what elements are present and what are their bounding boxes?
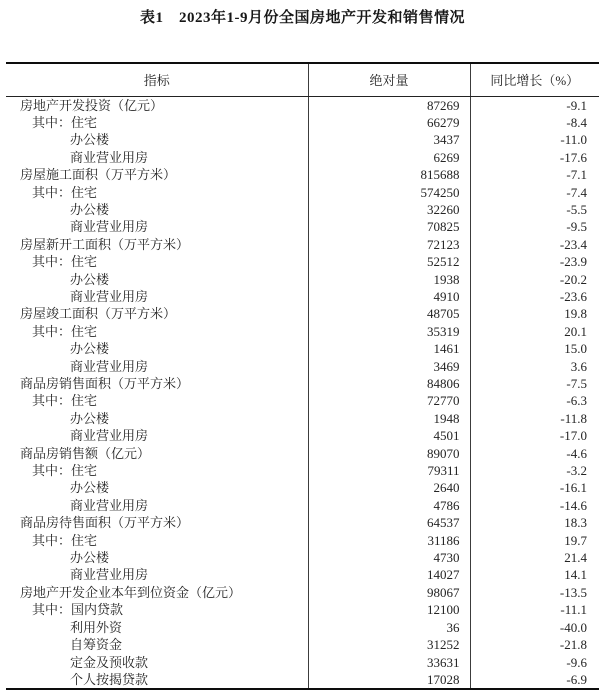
absolute-value-cell: 52512 xyxy=(308,253,470,270)
absolute-value-cell: 70825 xyxy=(308,218,470,235)
table-row xyxy=(6,288,599,305)
yoy-growth-cell: -9.6 xyxy=(470,654,599,671)
indicator-cell: 个人按揭贷款 xyxy=(70,671,149,687)
table-row xyxy=(6,410,599,427)
indicator-cell: 房屋施工面积（万平方米） xyxy=(20,167,177,183)
table-row xyxy=(6,96,599,114)
absolute-value-cell: 48705 xyxy=(308,305,470,322)
absolute-value-cell: 35319 xyxy=(308,323,470,340)
indicator-cell: 商品房待售面积（万平方米） xyxy=(20,515,190,531)
yoy-growth-cell: -6.9 xyxy=(470,671,599,689)
indicator-cell: 其中：住宅 xyxy=(32,254,98,270)
yoy-growth-cell: -7.4 xyxy=(470,184,599,201)
indicator-cell: 房屋新开工面积（万平方米） xyxy=(20,236,190,252)
table-row xyxy=(6,131,599,148)
table-row xyxy=(6,532,599,549)
yoy-growth-cell: 21.4 xyxy=(470,549,599,566)
table-row xyxy=(6,427,599,444)
table-row xyxy=(6,323,599,340)
yoy-growth-cell: 19.8 xyxy=(470,305,599,322)
indicator-cell: 定金及预收款 xyxy=(70,654,149,670)
indicator-cell: 商业营业用房 xyxy=(70,288,149,304)
absolute-value-cell: 87269 xyxy=(308,96,470,114)
indicator-cell: 商品房销售额（亿元） xyxy=(20,445,151,461)
table-row xyxy=(6,601,599,618)
yoy-growth-cell: 14.1 xyxy=(470,566,599,583)
absolute-value-cell: 72123 xyxy=(308,236,470,253)
table-row xyxy=(6,375,599,392)
yoy-growth-cell: -11.0 xyxy=(470,131,599,148)
absolute-value-cell: 1948 xyxy=(308,410,470,427)
indicator-cell: 办公楼 xyxy=(70,271,110,287)
yoy-growth-cell: -11.1 xyxy=(470,601,599,618)
absolute-value-cell: 6269 xyxy=(308,149,470,166)
indicator-cell: 商业营业用房 xyxy=(70,149,149,165)
absolute-value-cell: 574250 xyxy=(308,184,470,201)
absolute-value-cell: 89070 xyxy=(308,445,470,462)
yoy-growth-cell: -8.4 xyxy=(470,114,599,131)
indicator-cell: 办公楼 xyxy=(70,132,110,148)
table-row xyxy=(6,671,599,689)
absolute-value-cell: 36 xyxy=(308,619,470,636)
absolute-value-cell: 32260 xyxy=(308,201,470,218)
yoy-growth-cell: -7.5 xyxy=(470,375,599,392)
absolute-value-cell: 3437 xyxy=(308,131,470,148)
indicator-cell: 商业营业用房 xyxy=(70,497,149,513)
indicator-cell: 其中：住宅 xyxy=(32,463,98,479)
yoy-growth-cell: -20.2 xyxy=(470,271,599,288)
table-row xyxy=(6,497,599,514)
yoy-growth-cell: -21.8 xyxy=(470,636,599,653)
yoy-growth-cell: -40.0 xyxy=(470,619,599,636)
table-row xyxy=(6,514,599,531)
absolute-value-cell: 66279 xyxy=(308,114,470,131)
absolute-value-cell: 4501 xyxy=(308,427,470,444)
table-row xyxy=(6,271,599,288)
indicator-cell: 办公楼 xyxy=(70,341,110,357)
absolute-value-cell: 4910 xyxy=(308,288,470,305)
absolute-value-cell: 4730 xyxy=(308,549,470,566)
yoy-growth-cell: -23.6 xyxy=(470,288,599,305)
yoy-growth-cell: -6.3 xyxy=(470,392,599,409)
table-row xyxy=(6,654,599,671)
table-row xyxy=(6,462,599,479)
table-row xyxy=(6,340,599,357)
yoy-growth-cell: 15.0 xyxy=(470,340,599,357)
indicator-cell: 其中：住宅 xyxy=(32,393,98,409)
yoy-growth-cell: 3.6 xyxy=(470,358,599,375)
absolute-value-cell: 72770 xyxy=(308,392,470,409)
table-row xyxy=(6,114,599,131)
yoy-growth-cell: -7.1 xyxy=(470,166,599,183)
indicator-cell: 其中：住宅 xyxy=(32,114,98,130)
indicator-cell: 其中：住宅 xyxy=(32,323,98,339)
table-row xyxy=(6,619,599,636)
table-row xyxy=(6,392,599,409)
header-absolute-value: 绝对量 xyxy=(308,63,470,96)
yoy-growth-cell: -11.8 xyxy=(470,410,599,427)
indicator-cell: 其中：住宅 xyxy=(32,532,98,548)
table-title: 表1 2023年1-9月份全国房地产开发和销售情况 xyxy=(140,10,465,26)
indicator-cell: 商业营业用房 xyxy=(70,358,149,374)
yoy-growth-cell: -5.5 xyxy=(470,201,599,218)
statistics-table xyxy=(6,62,599,690)
yoy-growth-cell: -9.5 xyxy=(470,218,599,235)
absolute-value-cell: 3469 xyxy=(308,358,470,375)
table-row xyxy=(6,305,599,322)
indicator-cell: 办公楼 xyxy=(70,480,110,496)
absolute-value-cell: 4786 xyxy=(308,497,470,514)
yoy-growth-cell: -4.6 xyxy=(470,445,599,462)
absolute-value-cell: 98067 xyxy=(308,584,470,601)
table-row xyxy=(6,549,599,566)
absolute-value-cell: 815688 xyxy=(308,166,470,183)
yoy-growth-cell: -17.6 xyxy=(470,149,599,166)
absolute-value-cell: 33631 xyxy=(308,654,470,671)
absolute-value-cell: 14027 xyxy=(308,566,470,583)
yoy-growth-cell: 19.7 xyxy=(470,532,599,549)
absolute-value-cell: 1461 xyxy=(308,340,470,357)
table-row xyxy=(6,479,599,496)
yoy-growth-cell: -14.6 xyxy=(470,497,599,514)
indicator-cell: 房地产开发投资（亿元） xyxy=(20,97,164,113)
absolute-value-cell: 2640 xyxy=(308,479,470,496)
table-body xyxy=(6,96,599,689)
yoy-growth-cell: -13.5 xyxy=(470,584,599,601)
table-row xyxy=(6,566,599,583)
indicator-cell: 其中：住宅 xyxy=(32,184,98,200)
indicator-cell: 办公楼 xyxy=(70,410,110,426)
yoy-growth-cell: 20.1 xyxy=(470,323,599,340)
absolute-value-cell: 79311 xyxy=(308,462,470,479)
indicator-cell: 自筹资金 xyxy=(70,637,123,653)
indicator-cell: 商品房销售面积（万平方米） xyxy=(20,376,190,391)
indicator-cell: 商业营业用房 xyxy=(70,567,149,583)
yoy-growth-cell: 18.3 xyxy=(470,514,599,531)
table-row xyxy=(6,218,599,235)
table-row xyxy=(6,149,599,166)
absolute-value-cell: 31252 xyxy=(308,636,470,653)
absolute-value-cell: 12100 xyxy=(308,601,470,618)
yoy-growth-cell: -9.1 xyxy=(470,96,599,114)
indicator-cell: 其中：国内贷款 xyxy=(32,602,124,618)
indicator-cell: 商业营业用房 xyxy=(70,219,149,235)
table-row xyxy=(6,201,599,218)
absolute-value-cell: 31186 xyxy=(308,532,470,549)
yoy-growth-cell: -3.2 xyxy=(470,462,599,479)
indicator-cell: 房地产开发企业本年到位资金（亿元） xyxy=(20,584,242,600)
yoy-growth-cell: -23.9 xyxy=(470,253,599,270)
yoy-growth-cell: -16.1 xyxy=(470,479,599,496)
table-header-row xyxy=(6,63,599,96)
table-row xyxy=(6,358,599,375)
indicator-cell: 房屋竣工面积（万平方米） xyxy=(20,306,177,322)
indicator-cell: 商业营业用房 xyxy=(70,428,149,444)
yoy-growth-cell: -23.4 xyxy=(470,236,599,253)
absolute-value-cell: 84806 xyxy=(308,375,470,392)
table-row xyxy=(6,253,599,270)
table-row xyxy=(6,584,599,601)
absolute-value-cell: 1938 xyxy=(308,271,470,288)
indicator-cell: 利用外资 xyxy=(70,619,123,635)
yoy-growth-cell: -17.0 xyxy=(470,427,599,444)
table-row xyxy=(6,166,599,183)
table-row xyxy=(6,184,599,201)
table-row xyxy=(6,236,599,253)
indicator-cell: 办公楼 xyxy=(70,201,110,217)
header-indicator: 指标 xyxy=(6,63,308,96)
absolute-value-cell: 64537 xyxy=(308,514,470,531)
header-yoy-growth: 同比增长（%） xyxy=(470,63,599,96)
table-row xyxy=(6,445,599,462)
table-row xyxy=(6,636,599,653)
indicator-cell: 办公楼 xyxy=(70,550,110,566)
absolute-value-cell: 17028 xyxy=(308,671,470,689)
